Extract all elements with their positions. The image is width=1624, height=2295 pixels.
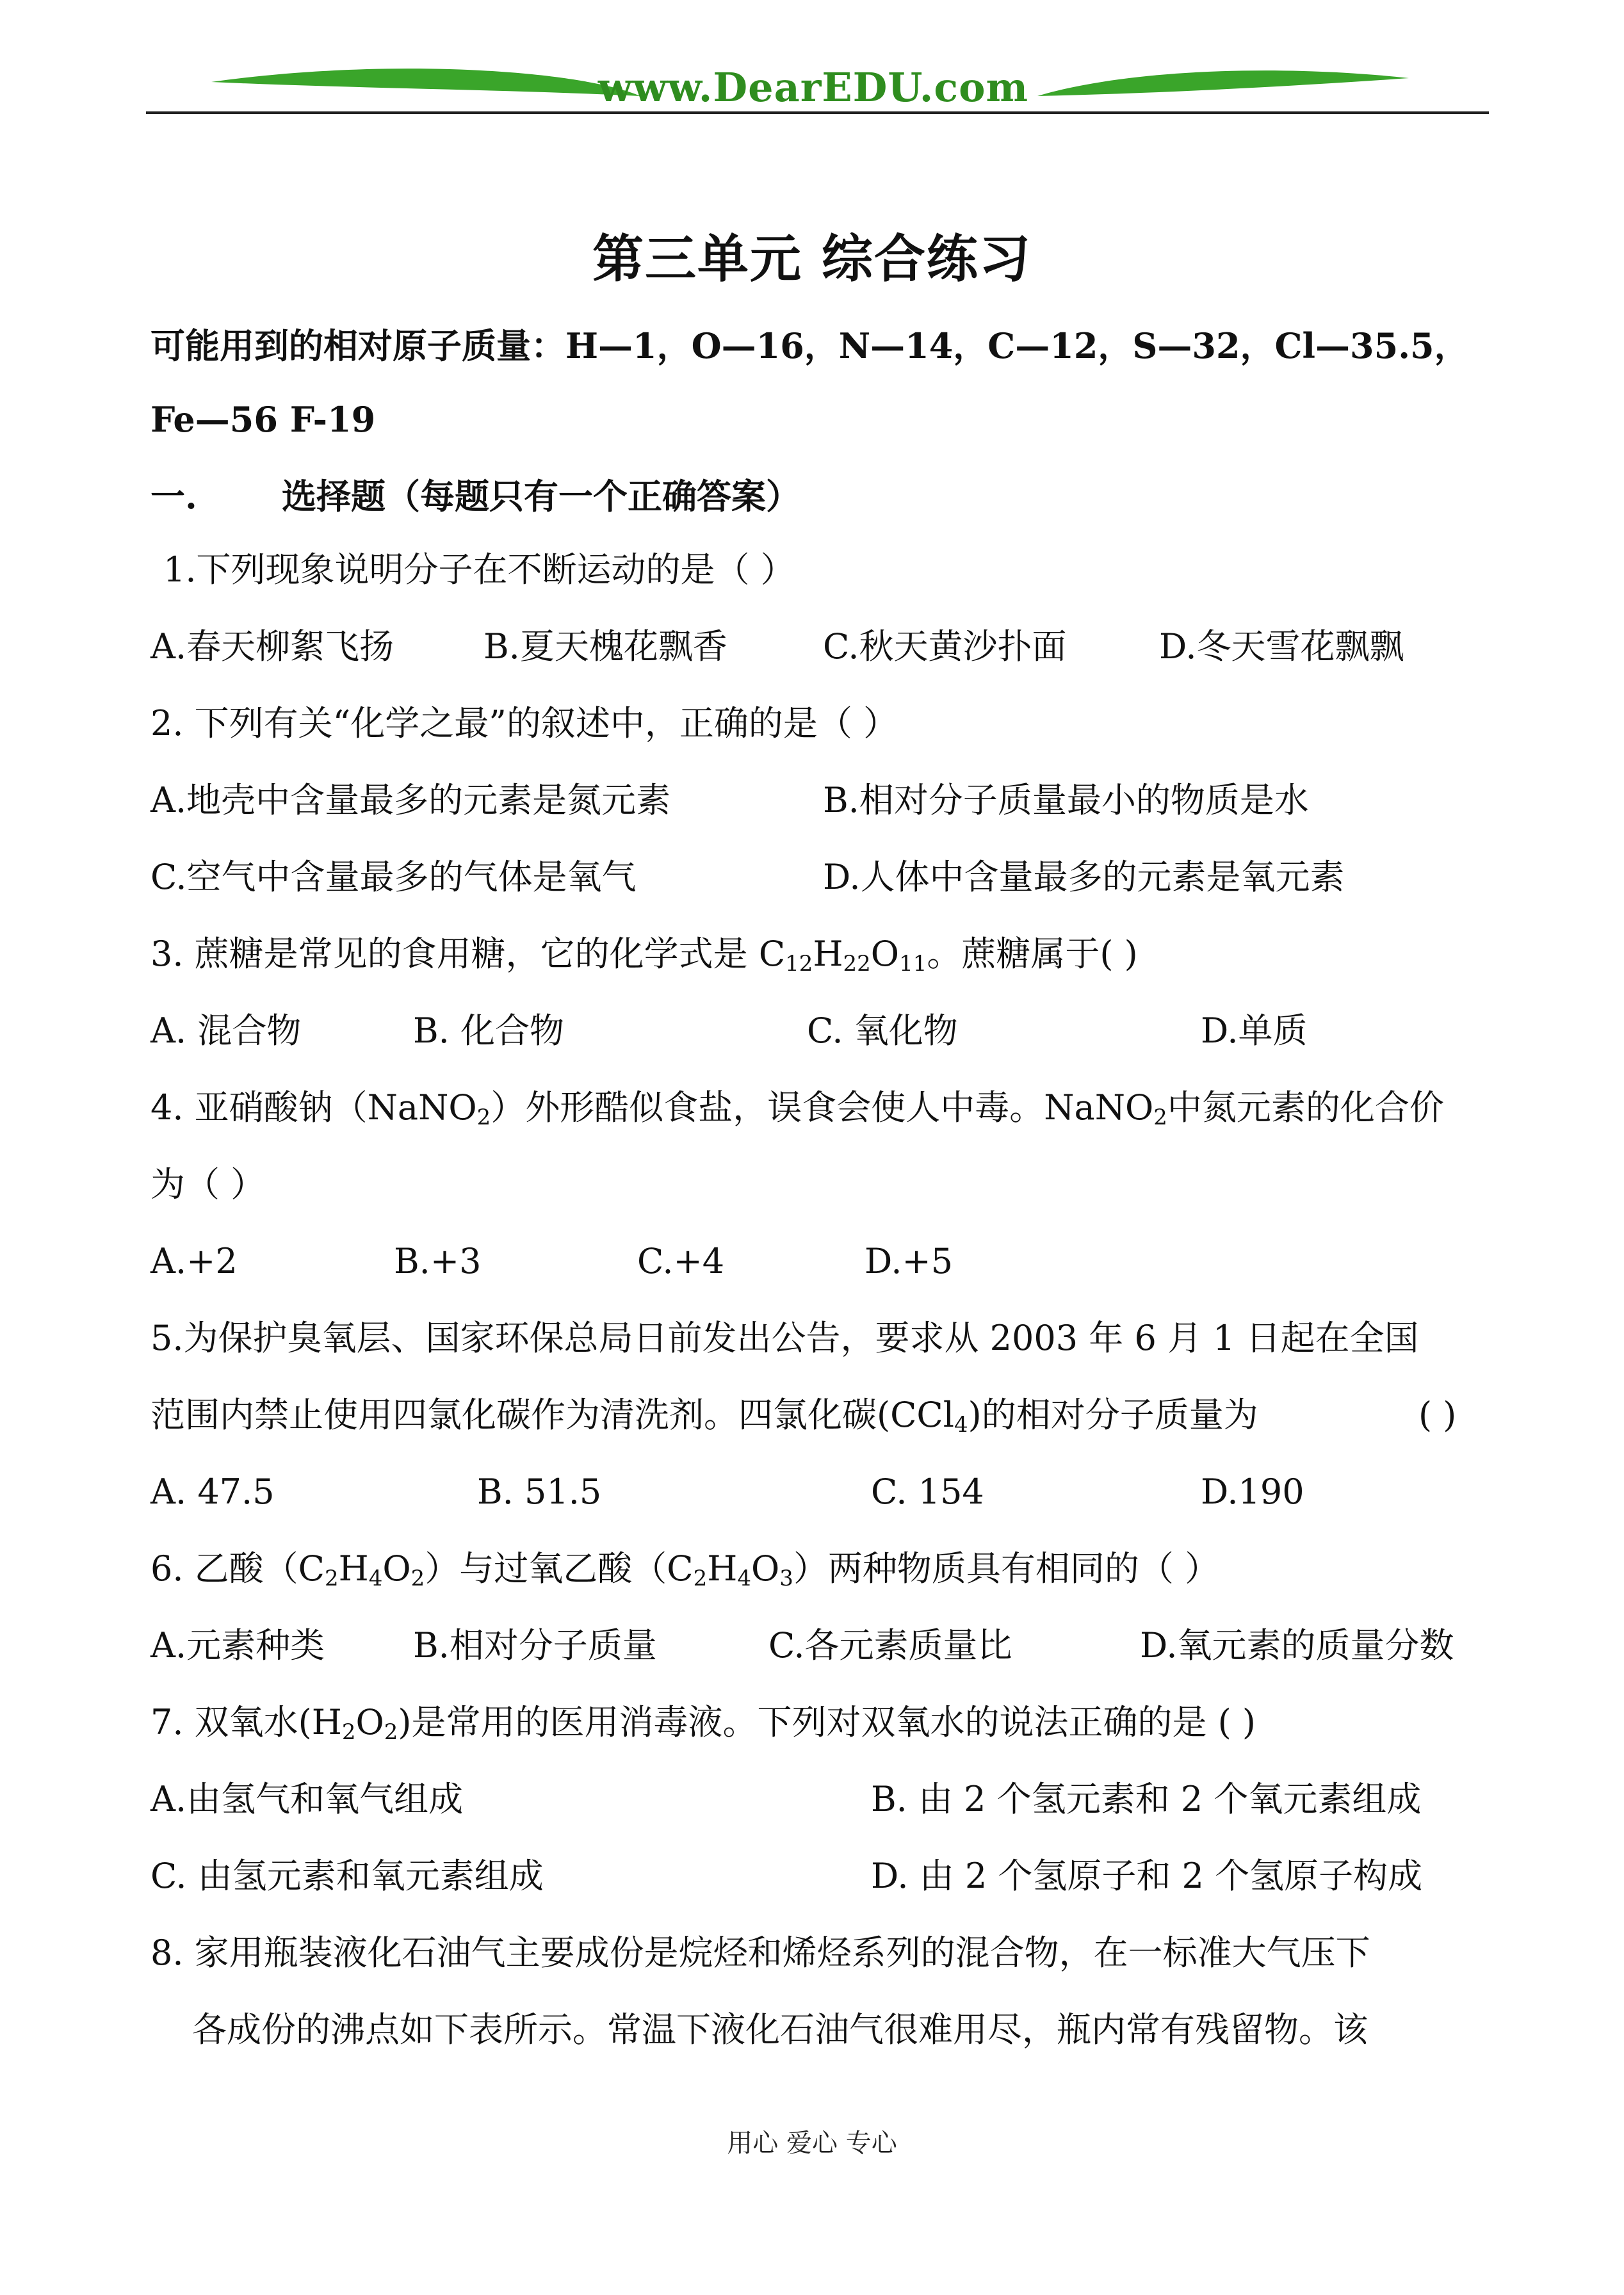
question-5-stem-line-2 [150,1393,1508,1438]
option-d: D. 由 2 个氢原子和 2 个氢原子构成 [871,1856,1423,1896]
subscript: 2 [410,1566,425,1591]
option-a: A. 47.5 [150,1472,275,1512]
option-d: D.+5 [865,1241,954,1281]
question-2-stem: 2. 下列有关“化学之最”的叙述中，正确的是（ ） [150,703,898,743]
section-heading [150,474,800,519]
option-a: A.地壳中含量最多的元素是氮元素 [150,780,671,820]
stem-text: ）与过氧乙酸（C [425,1548,694,1589]
subscript: 2 [476,1105,491,1130]
subscript: 22 [843,951,871,977]
question-7-stem [150,1700,1256,1745]
question-7-options-row-1 [150,1777,1559,1822]
question-4-stem [150,1085,1444,1130]
question-4-options [150,1239,1559,1284]
page-footer: 用心 爱心 专心 [727,2129,897,2158]
option-c: C. 由氢元素和氧元素组成 [150,1856,544,1896]
site-logo-text: www.DearEDU.com [597,64,1029,111]
option-b: B.夏天槐花飘香 [483,626,727,667]
subscript: 2 [325,1566,339,1591]
stem-text: 6. 乙酸（C [150,1548,325,1589]
option-a: A. 混合物 [150,1010,302,1051]
stem-text: 。蔗糖属于( ) [927,934,1138,974]
question-8-stem-line-2: 各成份的沸点如下表所示。常温下液化石油气很难用尽，瓶内常有残留物。该 [192,2009,1368,2050]
option-a: A.由氢气和氧气组成 [150,1779,464,1819]
question-6-options [150,1623,1559,1668]
page-title: 第三单元 综合练习 [592,229,1032,289]
subscript: 2 [384,1719,398,1745]
subscript: 11 [899,951,927,977]
option-b: B.相对分子质量最小的物质是水 [823,780,1309,820]
stem-text: O [751,1548,780,1589]
question-1-stem: 1.下列现象说明分子在不断运动的是（ ） [163,549,795,590]
question-5-options [150,1470,1559,1514]
option-d: D.单质 [1201,1010,1308,1051]
stem-text: 中氮元素的化合价 [1167,1087,1444,1128]
stem-text: ）外形酷似食盐，误食会使人中毒。NaNO [491,1087,1154,1128]
question-3-stem [150,932,1138,977]
atomic-mass-line-2: Fe—56 F-19 [150,399,376,440]
subscript: 3 [779,1566,793,1591]
subscript: 2 [341,1719,356,1745]
question-2-options-row-1 [150,778,1559,823]
option-c: C.空气中含量最多的气体是氧气 [150,857,637,897]
option-b: B. 51.5 [477,1472,602,1512]
question-3-options [150,1009,1559,1053]
question-2-options-row-2 [150,855,1559,900]
subscript: 2 [1153,1105,1167,1130]
option-a: A.+2 [150,1241,238,1281]
option-b: B.相对分子质量 [413,1625,657,1666]
atomic-mass-line-1: 可能用到的相对原子质量：H—1，O—16，N—14，C—12，S—32，Cl—35.5， [150,325,1469,366]
option-d: D.190 [1201,1472,1304,1512]
option-a: A.元素种类 [150,1625,325,1666]
stem-text: H [338,1548,369,1589]
question-8-stem: 8. 家用瓶装液化石油气主要成份是烷烃和烯烃系列的混合物，在一标准大气压下 [150,1933,1370,1973]
question-5-stem: 5.为保护臭氧层、国家环保总局日前发出公告，要求从 2003 年 6 月 1 日起在全国 [150,1318,1419,1358]
stem-text: )的相对分子质量为 [968,1395,1258,1435]
option-c: C. 154 [871,1472,984,1512]
option-b: B.+3 [394,1241,482,1281]
subscript: 4 [954,1412,968,1438]
question-4-stem-line-2: 为（ ） [150,1164,266,1204]
stem-text: 范围内禁止使用四氯化碳作为清洗剂。四氯化碳(CCl [150,1395,954,1435]
page-header [0,0,1624,128]
stem-text: 4. 亚硝酸钠（NaNO [150,1087,477,1128]
stem-text: O [870,934,900,974]
option-b: B. 化合物 [413,1010,565,1051]
answer-blank: ( ) [1418,1395,1457,1435]
option-d: D.氧元素的质量分数 [1140,1625,1454,1666]
section-title: 选择题（每题只有一个正确答案） [282,476,800,517]
stem-text: O [355,1702,384,1742]
question-1-options [150,624,1559,669]
stem-text: H [707,1548,738,1589]
stem-text: O [382,1548,411,1589]
option-c: C.+4 [637,1241,725,1281]
stem-text: )是常用的医用消毒液。下列对双氧水的说法正确的是 ( ) [398,1702,1256,1742]
option-a: A.春天柳絮飞扬 [150,626,394,667]
subscript: 4 [737,1566,752,1591]
option-d: D.人体中含量最多的元素是氧元素 [823,857,1345,897]
subscript: 12 [785,951,813,977]
subscript: 4 [368,1566,383,1591]
stem-text: ）两种物质具有相同的（ ） [793,1548,1220,1589]
stem-text: 7. 双氧水(H [150,1702,342,1742]
option-d: D.冬天雪花飘飘 [1159,626,1404,667]
option-c: C.各元素质量比 [768,1625,1012,1666]
option-c: C.秋天黄沙扑面 [823,626,1067,667]
subscript: 2 [693,1566,708,1591]
question-6-stem [150,1546,1219,1591]
stem-text: H [813,934,843,974]
option-c: C. 氧化物 [807,1010,958,1051]
section-number: 一. [150,476,197,517]
stem-text: 3. 蔗糖是常见的食用糖，它的化学式是 C [150,934,786,974]
question-7-options-row-2 [150,1854,1559,1899]
option-b: B. 由 2 个氢元素和 2 个氧元素组成 [871,1779,1422,1819]
